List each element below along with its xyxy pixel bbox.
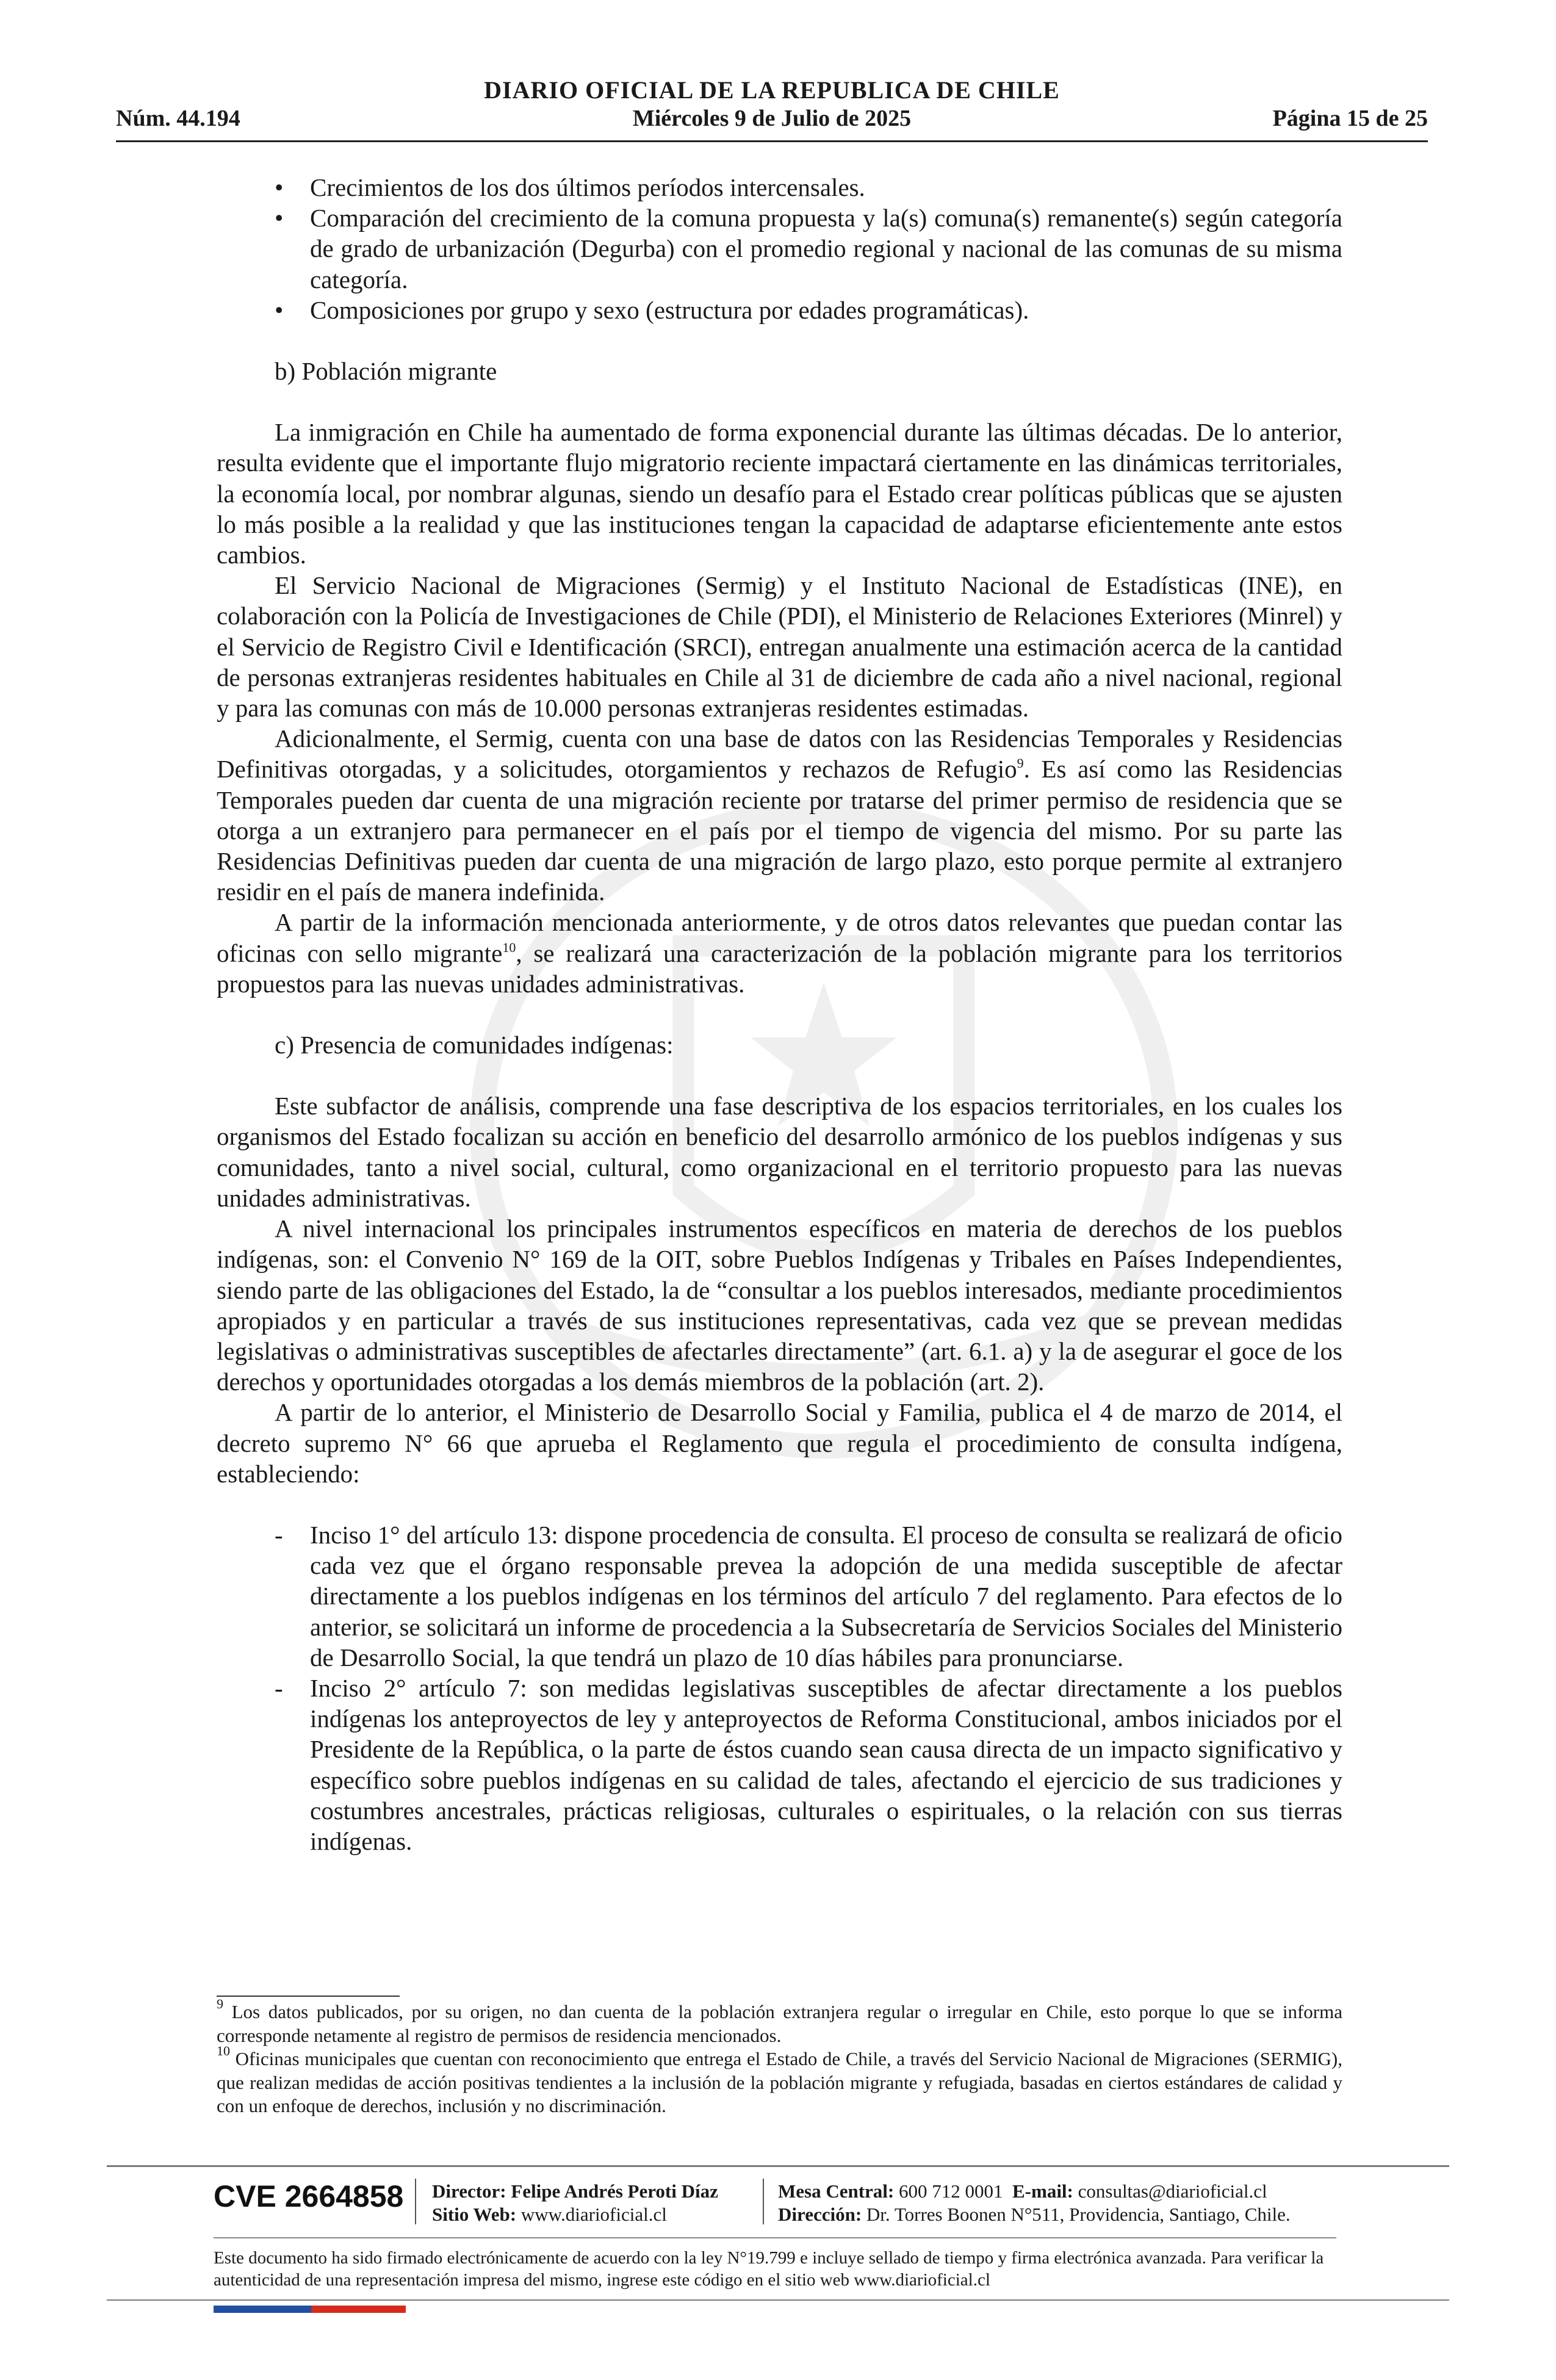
website-label: Sitio Web:	[432, 2204, 517, 2225]
phone-label: Mesa Central:	[778, 2180, 895, 2202]
address-label: Dirección:	[778, 2204, 862, 2225]
footnote	[217, 1996, 1342, 2047]
website-link[interactable]: www.diarioficial.cl	[520, 2204, 667, 2225]
director-label: Director:	[432, 2180, 506, 2202]
page-indicator: Página 15 de 25	[1272, 106, 1428, 131]
footnote-reference: 10	[502, 939, 516, 955]
dash-item: - Inciso 1° del artículo 13: dispone procedencia de consulta. El proceso de consulta se realizará de oficio cada vez que el órgano responsable prevea la adopción de una medida susceptible de afectar directamente a los pueblos indígenas en los términos del artículo 7 del reglamento. Para efectos de lo anterior, se solicitará un informe de procedencia a la Subsecretaría de Servicios Sociales del Ministerio de Desarrollo Social, la que tendrá un plazo de 10 días hábiles para pronunciarse.	[275, 1520, 1342, 1673]
bullet-item: • Composiciones por grupo y sexo (estructura por edades programáticas).	[275, 295, 1342, 325]
bullet-item: • Crecimientos de los dos últimos períodos intercensales.	[275, 172, 1342, 203]
flag-stripe-red	[311, 2306, 406, 2313]
paragraph-text: . Es así como las Residencias Temporales pueden dar cuenta de una migración reciente por tratarse del primer permiso de residencia que se otorga a un extranjero para permanecer en el país por el tiempo de vigencia del mismo. Por su parte las Residencias Definitivas pueden dar cuenta de una migración de largo plazo, esto porque permite al extranjero residir en el país de manera indefinida.	[217, 755, 1342, 906]
email-label: E-mail:	[1012, 2180, 1073, 2202]
dash-list	[217, 1520, 1342, 1856]
footer-separator	[763, 2179, 764, 2224]
footer-divider	[107, 2299, 1449, 2301]
footnote-text: Oficinas municipales que cuentan con reconocimiento que entrega el Estado de Chile, a través del Servicio Nacional de Migraciones (SERMIG), que realizan medidas de acción positivas tendientes a la inclusión de la población migrante y refugiada, basadas en ciertos estándares de calidad y con un enfoque de derechos, inclusión y no discriminación.	[217, 2048, 1342, 2116]
footer-divider	[107, 2165, 1449, 2167]
paragraph: A nivel internacional los principales instrumentos específicos en materia de derechos de los pueblos indígenas, son: el Convenio N° 169 de la OIT, sobre Pueblos Indígenas y Tribales en Países Independientes, siendo parte de las obligaciones del Estado, la de “consultar a los pueblos interesados, mediante procedimientos apropiados y en particular a través de sus instituciones representativas, cada vez que se prevean medidas legislativas o administrativas susceptibles de afectarles directamente” (art. 6.1. a) y la de asegurar el goce de los derechos y oportunidades otorgadas a los demás miembros de la población (art. 2).	[217, 1214, 1342, 1396]
paragraph-text: , se realizará una caracterización de la población migrante para los territorios propuestos para las nuevas unidades administrativas.	[217, 939, 1342, 998]
paragraph	[217, 723, 1342, 907]
footnote-text: Los datos publicados, por su origen, no dan cuenta de la población extranjera regular o irregular en Chile, esto porque lo que se informa corresponde netamente al registro de permisos de residencia mencionados.	[217, 2001, 1342, 2046]
address-text: Dr. Torres Boonen N°511, Providencia, Santiago, Chile.	[866, 2204, 1291, 2225]
bullet-item: • Comparación del crecimiento de la comuna propuesta y la(s) comuna(s) remanente(s) según categoría de grado de urbanización (Degurba) con el promedio regional y nacional de las comunas de su misma categoría.	[275, 203, 1342, 295]
main-text	[217, 172, 1342, 1856]
header-divider	[116, 140, 1428, 142]
flag-stripe-blue	[214, 2306, 311, 2313]
footer-contact-block	[778, 2180, 1291, 2226]
paragraph: Este subfactor de análisis, comprende una fase descriptiva de los espacios territoriales, en los cuales los organismos del Estado focalizan su acción en beneficio del desarrollo armónico de los pueblos indígenas y sus comunidades, tanto a nivel social, cultural, como organizacional en el territorio propuesto para las nuevas unidades administrativas.	[217, 1092, 1342, 1212]
footer-divider	[214, 2237, 1336, 2238]
publication-date: Miércoles 9 de Julio de 2025	[632, 106, 912, 131]
section-heading: c) Presencia de comunidades indígenas:	[275, 1031, 674, 1059]
email-link[interactable]: consultas@diarioficial.cl	[1078, 2180, 1267, 2202]
issue-number: Núm. 44.194	[116, 106, 240, 131]
cve-code: CVE 2664858	[214, 2179, 404, 2213]
footer-separator	[415, 2179, 416, 2224]
paragraph: La inmigración en Chile ha aumentado de forma exponencial durante las últimas décadas. De lo anterior, resulta evidente que el importante flujo migratorio reciente impactará ciertamente en las dinámicas territoriales, la economía local, por nombrar algunas, siendo un desafío para el Estado crear políticas públicas que se ajusten lo más posible a la realidad y que las instituciones tengan la capacidad de adaptarse eficientemente ante estos cambios.	[217, 418, 1342, 569]
paragraph: El Servicio Nacional de Migraciones (Sermig) y el Instituto Nacional de Estadísticas (INE), en colaboración con la Policía de Investigaciones de Chile (PDI), el Ministerio de Relaciones Exteriores (Minrel) y el Servicio de Registro Civil e Identificación (SRCI), entregan anualmente una estimación acerca de la cantidad de personas extranjeras residentes habituales en Chile al 31 de diciembre de cada año a nivel nacional, regional y para las comunas con más de 10.000 personas extranjeras residentes estimadas.	[217, 571, 1342, 723]
section-heading: b) Población migrante	[275, 357, 497, 386]
legal-notice: Este documento ha sido firmado electrónicamente de acuerdo con la ley N°19.799 e incluye sellado de tiempo y firma electrónica avanzada. Para verificar la autenticidad de una representación impresa del mismo, ingrese este código en el sitio web www.diarioficial.cl	[214, 2248, 1324, 2290]
director-name: Felipe Andrés Peroti Díaz	[511, 2180, 718, 2202]
footer-director-block	[432, 2180, 718, 2226]
paragraph-text: Adicionalmente, el Sermig, cuenta con una base de datos con las Residencias Temporales y Residencias Definitivas otorgadas, y a solicitudes, otorgamientos y rechazos de Refugio	[217, 724, 1342, 784]
paragraph: A partir de lo anterior, el Ministerio de Desarrollo Social y Familia, publica el 4 de marzo de 2014, el decreto supremo N° 66 que aprueba el Reglamento que regula el procedimiento de consulta indígena, estableciendo:	[217, 1398, 1342, 1488]
footnote-reference: 9	[1017, 755, 1024, 771]
footnote-mark: 10	[217, 2043, 230, 2058]
bullet-list	[217, 172, 1342, 325]
phone-number: 600 712 0001	[899, 2180, 1003, 2202]
paragraph	[217, 907, 1342, 999]
publication-title: DIARIO OFICIAL DE LA REPUBLICA DE CHILE	[484, 76, 1060, 104]
footnote-mark: 9	[217, 1996, 223, 2011]
footnotes	[217, 1996, 1342, 2118]
footnote-divider	[217, 1996, 400, 1997]
page-header	[116, 73, 1428, 146]
footnote	[217, 2043, 1342, 2118]
paragraph-text: A partir de la información mencionada anteriormente, y de otros datos relevantes que puedan contar las oficinas con sello migrante	[217, 908, 1342, 967]
dash-item: - Inciso 2° artículo 7: son medidas legislativas susceptibles de afectar directamente a los pueblos indígenas los anteproyectos de ley y anteproyectos de Reforma Constitucional, ambos iniciados por el Presidente de la República, o la parte de éstos cuando sean causa directa de un impacto significativo y específico sobre pueblos indígenas en su calidad de tales, afectando el ejercicio de sus tradiciones y costumbres ancestrales, prácticas religiosas, culturales o espirituales, o la relación con sus tierras indígenas.	[275, 1673, 1342, 1856]
